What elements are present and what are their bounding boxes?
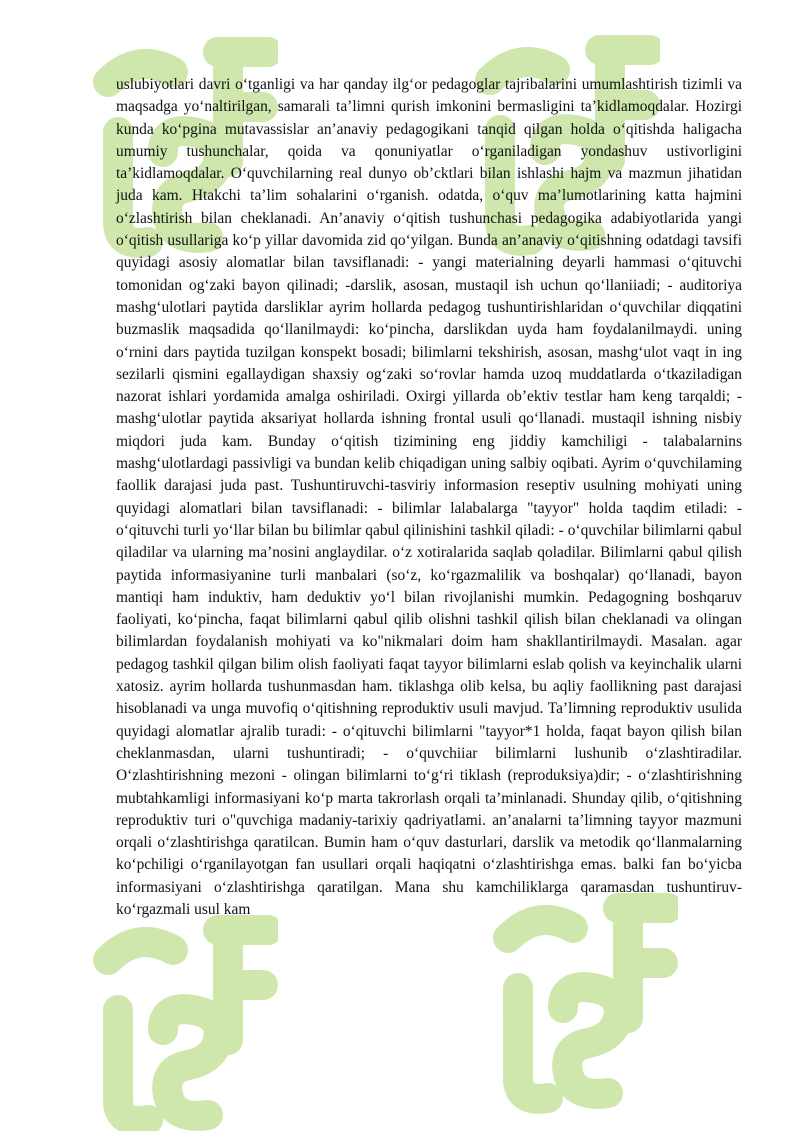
watermark-logo-icon — [78, 890, 278, 1131]
document-body — [116, 74, 742, 921]
watermark-logo-graphic — [78, 890, 278, 1131]
body-paragraph: uslubiyotlari davri o‘tganligi va har qanday ilg‘or pedagoglar tajribalarini umumlashtirish tizimli va maqsadga yo‘naltirilgan, samarali ta’limni qurish imkonini bermasligini ta’kidlamoqdalar. Hozirgi kunda ko‘pgina mutavassislar an’anaviy pedagogikani tanqid qilgan holda o‘qitishda haligacha umumiy tushunchalar, qoida va qonuniyatlar o‘rganiladigan yondashuv ustivorligini ta’kidlamoqdalar. O‘quvchilarning real dunyo ob’cktlari bilan ishlashi hajm va mazmun jihatidan juda kam. Htakchi ta’lim sohalarini o‘rganish. odatda, o‘quv ma’lumotlarining katta hajmini o‘zlashtirish bilan cheklanadi. An’anaviy o‘qitish tushunchasi pedagogika adabiyotlarida yangi o‘qitish usullariga ko‘p yillar davomida zid qo‘yilgan. Bunda an’anaviy o‘qitishning odatdagi tavsifi quyidagi asosiy alomatlar bilan tavsiflanadi: - yangi materialning deyarli hammasi o‘qituvchi tomonidan og‘zaki bayon qilinadi; -darslik, asosan, mustaqil ish uchun qo‘llaniiadi; - auditoriya mashg‘ulotlari paytida darsliklar ayrim hollarda pedagog tushuntirishlaridan o‘quvchilar diqqatini buzmaslik maqsadida qo‘llanilmaydi: ko‘pincha, darslikdan uyda ham foydalanilmaydi. uning o‘rnini dars paytida tuzilgan konspekt bosadi; bilimlarni tekshirish, asosan, mashg‘ulot vaqt in ing sezilarli qismini egallaydigan shaxsiy og‘zaki so‘rovlar hamda uzoq muddatlarda o‘tkaziladigan nazorat ishlari yordamida amalga oshiriladi. Oxirgi yillarda ob’ektiv testlar ham keng tarqaldi; - mashg‘ulotlar paytida aksariyat hollarda ishning frontal usuli qo‘llanadi. mustaqil ishning nisbiy miqdori juda kam. Bunday o‘qitish tizimining eng jiddiy kamchiligi - talabalarnins mashg‘ulotlardagi passivligi va bundan kelib chiqadigan uning salbiy oqibati. Ayrim o‘quvchilaming faollik darajasi juda past. Tushuntiruvchi-tasviriy informasion reseptiv usulning mohiyati uning quyidagi alomatlari bilan tavsiflanadi: - bilimlar lalabalarga "tayyor" holda taqdim etiladi: - o‘qituvchi turli yo‘llar bilan bu bilimlar qabul qilinishini tashkil qiladi: - o‘quvchilar bilimlarni qabul qiladilar va ularning ma’nosini anglaydilar. o‘z xotiralarida saqlab qoladilar. Bilimlarni qabul qilish paytida informasiyanine turli manbalari (so‘z, ko‘rgazmalilik va boshqalar) qo‘llanadi, bayon mantiqi ham induktiv, ham deduktiv yo‘l bilan rivojlanishi mumkin. Pedagogning boshqaruv faoliyati, ko‘pincha, faqat bilimlarni qabul qilib olishni tashkil qilish bilan cheklanadi va olingan bilimlardan foydalanish mohiyati va ko"nikmalari doim ham shakllantirilmaydi. Masalan. agar pedagog tashkil qilgan bilim olish faoliyati faqat tayyor bilimlarni eslab qolish va keyinchalik ularni xatosiz. ayrim hollarda tushunmasdan ham. tiklashga olib kelsa, bu aqliy faollikning past darajasi hisoblanadi va unga muvofiq o‘qitishning reproduktiv usuli mavjud. Ta’limning reproduktiv usulida quyidagi alomatlar ajralib turadi: - o‘qituvchi bilimlarni "tayyor*1 holda, faqat bayon qilish bilan cheklanmasdan, ularni tushuntiradi; - o‘quvchiiar bilimlarni lushunib o‘zlashtiradilar. O‘zlashtirishning mezoni - olingan bilimlarni to‘g‘ri tiklash (reproduksiya)dir; - o‘zlashtirishning mubtahkamligi informasiyani ko‘p marta takrorlash orqali ta’minlanadi. Shunday qilib, o‘qitishning reproduktiv turi o"quvchiga madaniy-tarixiy qadriyatlami. an’analarni ta’limning tayyor mazmuni orqali o‘zlashtirishga qaratilcan. Bumin ham o‘quv dasturlari, darslik va metodik qo‘llanmalarning ko‘pchiligi o‘rganilayotgan fan usullari orqali haqiqatni o‘zlashtirishga emas. balki fan bo‘yicba informasiyani o‘zlashtirishga qaratilgan. Mana shu kamchiliklarga qaramasdan tushuntiruv-ko‘rgazmali usul kam — [116, 76, 742, 918]
